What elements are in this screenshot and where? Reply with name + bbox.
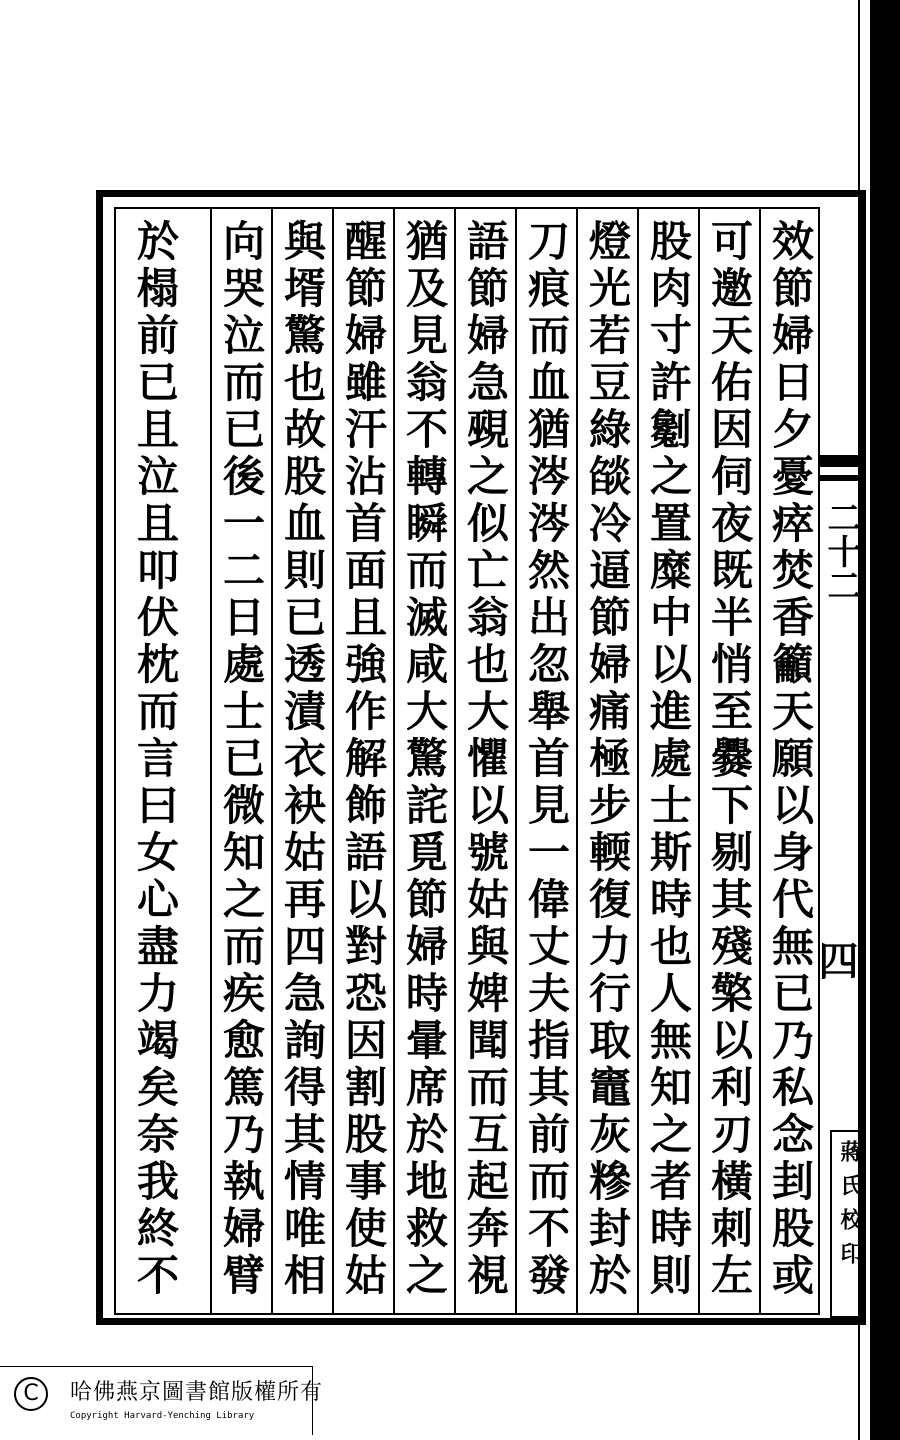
text-column-1: [759, 207, 820, 1315]
text-column-8: [332, 207, 393, 1315]
page-number: 二十二: [821, 500, 861, 602]
fish-tail-mark-lower: [820, 475, 866, 481]
column-text: 向哭泣而已後一二日處士已微知之而疾愈篤乃執婦臂: [217, 219, 266, 1300]
text-column-6: [454, 207, 515, 1315]
column-text: 於榻前已且泣且叩伏枕而言曰女心盡力竭矣奈我終不: [131, 219, 180, 1300]
fish-tail-mark: [820, 455, 866, 467]
column-text: 可邀天佑因伺夜既半悄至爨下剔其殘檠以利刃橫刺左: [705, 219, 754, 1300]
text-column-7: [393, 207, 454, 1315]
column-text: 與壻驚也故股血則已透漬衣袂姑再四急詢得其情唯相: [278, 219, 327, 1300]
book-spine: [870, 0, 900, 1440]
copyright-notice: Copyright Harvard-Yenching Library: [70, 1411, 255, 1421]
text-column-3: [637, 207, 698, 1315]
column-text: 效節婦日夕憂瘁焚香籲天願以身代無已乃私念刲股或: [766, 219, 815, 1300]
page-marker: 四: [812, 940, 859, 980]
text-column-5: [515, 207, 576, 1315]
column-text: 語節婦急覡之似亡翁也大懼以號姑與婢聞而互起奔視: [461, 219, 510, 1300]
text-column-10: [210, 207, 271, 1315]
copyright-holder: 哈佛燕京圖書館版權所有: [70, 1380, 324, 1405]
column-text: 燈光若豆綠燄冷逼節婦痛極步輭復力行取竈灰糝封於: [583, 219, 632, 1300]
copyright-icon: C: [14, 1377, 48, 1411]
text-column-2: [698, 207, 759, 1315]
text-column-9: [271, 207, 332, 1315]
copyright-stamp: [0, 1366, 324, 1435]
text-column-11: [116, 207, 210, 1315]
column-text: 醒節婦雖汗沾首面且強作解飾語以對恐因割股事使姑: [339, 219, 388, 1300]
text-column-4: [576, 207, 637, 1315]
column-text: 刀痕而血猶涔涔然出忽舉首見一偉丈夫指其前而不發: [522, 219, 571, 1300]
column-text: 股肉寸許劖之置糜中以進處士斯時也人無知之者時則: [644, 219, 693, 1300]
publisher-box: [830, 1130, 866, 1318]
column-text: 猶及見翁不轉瞬而滅咸大驚詫覓節婦時暈席於地救之: [400, 219, 449, 1300]
publisher-label: 蔣氏校印: [837, 1140, 863, 1276]
